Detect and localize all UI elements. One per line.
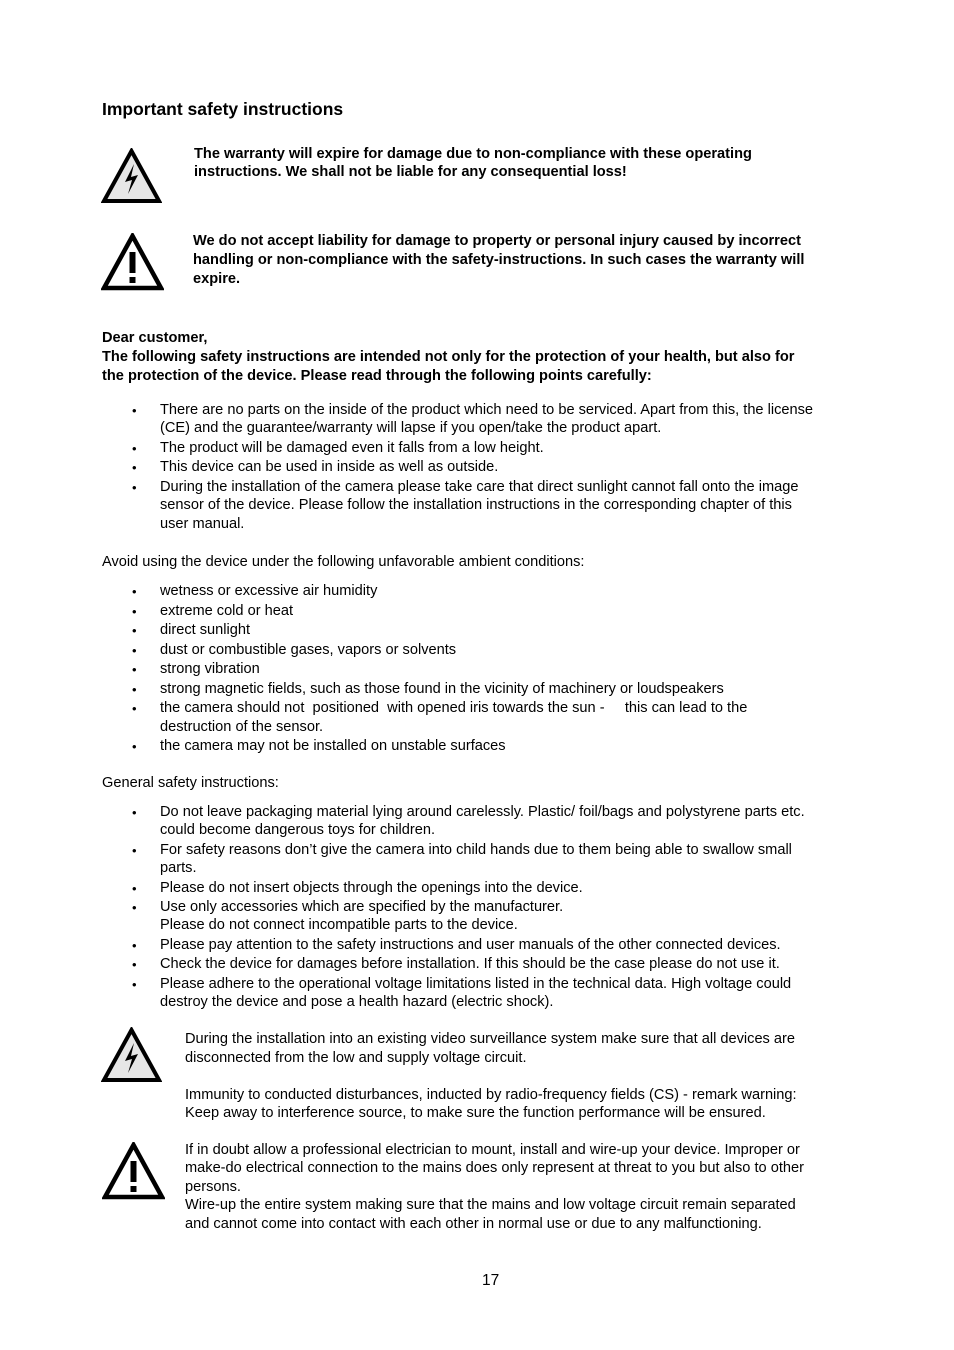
electrician-note-line-5: and cannot come into contact with each other in normal use or due to any malfunctioning. xyxy=(185,1216,762,1232)
bullet-marker: • xyxy=(132,604,137,619)
list-item: Do not leave packaging material lying around carelessly. Plastic/ foil/bags and polystyrene parts etc. xyxy=(160,804,805,820)
installation-note-line-2: disconnected from the low and supply voltage circuit. xyxy=(185,1050,527,1066)
bullet-marker: • xyxy=(132,643,137,658)
list-item: The product will be damaged even it falls from a low height. xyxy=(160,440,544,456)
bullet-marker: • xyxy=(132,403,137,418)
page-number: 17 xyxy=(482,1272,500,1289)
list-item: Check the device for damages before installation. If this should be the case please do not use it. xyxy=(160,956,780,972)
list-item: strong vibration xyxy=(160,661,260,677)
list-item: For safety reasons don’t give the camera into child hands due to them being able to swallow small xyxy=(160,842,792,858)
list-item: strong magnetic fields, such as those found in the vicinity of machinery or loudspeakers xyxy=(160,681,724,697)
bullet-marker: • xyxy=(132,460,137,475)
list-item: the camera should not positioned with opened iris towards the sun - this can lead to the xyxy=(160,700,748,716)
bullet-marker: • xyxy=(132,441,137,456)
list-item: Please pay attention to the safety instructions and user manuals of the other connected devices. xyxy=(160,937,781,953)
list-item-continuation: parts. xyxy=(160,860,197,876)
list-item: wetness or excessive air humidity xyxy=(160,583,378,599)
bullet-marker: • xyxy=(132,701,137,716)
list-item-continuation: sensor of the device. Please follow the installation instructions in the corresponding chapter of this xyxy=(160,497,792,513)
list-item-continuation: destruction of the sensor. xyxy=(160,719,324,735)
immunity-note-line-2: Keep away to interference source, to make sure the function performance will be ensured. xyxy=(185,1105,766,1121)
list-item: the camera may not be installed on unstable surfaces xyxy=(160,738,506,754)
general-intro: General safety instructions: xyxy=(102,775,279,791)
list-item: Please adhere to the operational voltage limitations listed in the technical data. High voltage could xyxy=(160,976,792,992)
list-item: There are no parts on the inside of the product which need to be serviced. Apart from this, the license xyxy=(160,402,814,418)
high-voltage-warning-icon xyxy=(101,1027,162,1083)
bullet-marker: • xyxy=(132,843,137,858)
electrician-note-line-1: If in doubt allow a professional electrician to mount, install and wire-up your device. Improper or xyxy=(185,1142,800,1158)
list-item: Use only accessories which are specified by the manufacturer. xyxy=(160,899,564,915)
intro-line-2: the protection of the device. Please read through the following points carefully: xyxy=(102,368,652,384)
list-item-continuation: could become dangerous toys for children. xyxy=(160,822,436,838)
bullet-marker: • xyxy=(132,662,137,677)
high-voltage-warning-icon xyxy=(101,148,162,204)
liability-warning-line-2: handling or non-compliance with the safety-instructions. In such cases the warranty will xyxy=(193,252,805,268)
page-heading: Important safety instructions xyxy=(102,99,344,119)
list-item: direct sunlight xyxy=(160,622,251,638)
list-item-continuation: destroy the device and pose a health hazard (electric shock). xyxy=(160,994,554,1010)
bullet-marker: • xyxy=(132,977,137,992)
bullet-marker: • xyxy=(132,739,137,754)
list-item-continuation: user manual. xyxy=(160,516,245,532)
bullet-marker: • xyxy=(132,480,137,495)
list-item-continuation: Please do not connect incompatible parts to the device. xyxy=(160,917,518,933)
bullet-marker: • xyxy=(132,805,137,820)
bullet-marker: • xyxy=(132,881,137,896)
electrician-note-line-2: make-do electrical connection to the mains does only represent at threat to you but also to other xyxy=(185,1160,804,1176)
list-item: Please do not insert objects through the openings into the device. xyxy=(160,880,583,896)
list-item: extreme cold or heat xyxy=(160,603,294,619)
bullet-marker: • xyxy=(132,957,137,972)
warranty-warning-line-1: The warranty will expire for damage due to non-compliance with these operating xyxy=(194,146,752,162)
list-item-continuation: (CE) and the guarantee/warranty will lapse if you open/take the product apart. xyxy=(160,420,662,436)
bullet-marker: • xyxy=(132,584,137,599)
intro-greeting: Dear customer, xyxy=(102,330,208,346)
caution-exclamation-icon xyxy=(102,1142,165,1200)
immunity-note-line-1: Immunity to conducted disturbances, inducted by radio-frequency fields (CS) - remark warning: xyxy=(185,1087,797,1103)
list-item: During the installation of the camera please take care that direct sunlight cannot fall onto the image xyxy=(160,479,799,495)
bullet-marker: • xyxy=(132,623,137,638)
bullet-marker: • xyxy=(132,900,137,915)
bullet-marker: • xyxy=(132,682,137,697)
installation-note-line-1: During the installation into an existing video surveillance system make sure that all devices are xyxy=(185,1031,796,1047)
list-item: dust or combustible gases, vapors or solvents xyxy=(160,642,457,658)
liability-warning-line-3: expire. xyxy=(193,271,241,287)
electrician-note-line-3: persons. xyxy=(185,1179,241,1195)
electrician-note-line-4: Wire-up the entire system making sure that the mains and low voltage circuit remain separated xyxy=(185,1197,796,1213)
liability-warning-line-1: We do not accept liability for damage to property or personal injury caused by incorrect xyxy=(193,233,801,249)
ambient-intro: Avoid using the device under the following unfavorable ambient conditions: xyxy=(102,554,585,570)
intro-line-1: The following safety instructions are intended not only for the protection of your health, but also for xyxy=(102,349,795,365)
warranty-warning-line-2: instructions. We shall not be liable for any consequential loss! xyxy=(194,164,627,180)
caution-exclamation-icon xyxy=(101,233,164,291)
list-item: This device can be used in inside as well as outside. xyxy=(160,459,499,475)
bullet-marker: • xyxy=(132,938,137,953)
